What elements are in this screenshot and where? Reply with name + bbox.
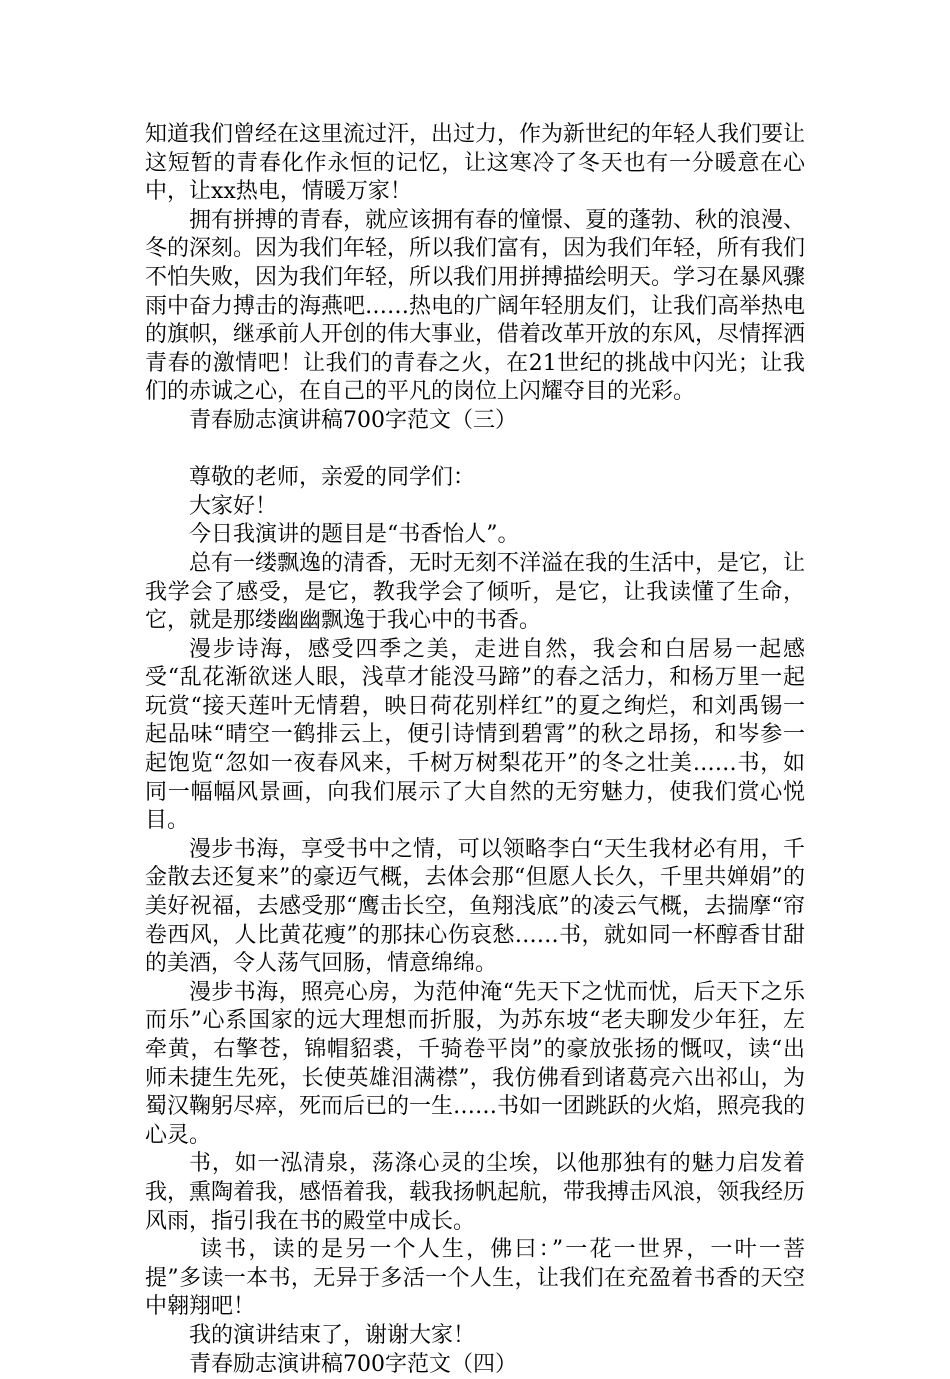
hello-line: 大家好！ [189, 493, 278, 519]
paragraph-4: 漫步诗海，感受四季之美，走进自然，我会和白居易一起感受“乱花渐欲迷人眼，浅草才能没马蹄”的春之活力，和杨万里一起玩赏“接天莲叶无情碧，映日荷花别样红”的夏之绚烂，和刘禹锡一起品味“晴空一鹤排云上，便引诗情到碧霄”的秋之昂扬，和岑参一起饱览“忽如一夜春风来，千树万树梨花开”的冬之壮美……书，如同一幅幅风景画，向我们展示了大自然的无穷魅力，使我们赏心悦目。 [145, 636, 805, 834]
paragraph-3: 总有一缕飘逸的清香，无时无刻不洋溢在我的生活中，是它，让我学会了感受，是它，教我学会了倾听，是它，让我读懂了生命，它，就是那缕幽幽飘逸于我心中的书香。 [145, 550, 806, 634]
greeting: 尊敬的老师，亲爱的同学们： [189, 465, 476, 491]
closing-line: 我的演讲结束了，谢谢大家！ [189, 1322, 476, 1348]
paragraph-7: 书，如一泓清泉，荡涤心灵的尘埃，以他那独有的魅力启发着我，熏陶着我，感悟着我，载我扬帆起航，带我搏击风浪，领我经历风雨，指引我在书的殿堂中成长。 [145, 1151, 806, 1234]
speech-topic: 今日我演讲的题目是“书香怡人”。 [189, 522, 520, 548]
paragraph-5: 漫步书海，享受书中之情，可以领略李白“天生我材必有用，千金散去还复来”的豪迈气概，去体会那“但愿人长久，千里共婵娟”的美好祝福，去感受那“鹰击长空，鱼翔浅底”的凌云气概，去揣摩“帘卷西风，人比黄花瘦”的那抹心伤哀愁……书，就如同一杯醇香甘甜的美酒，令人荡气回肠，情意绵绵。 [145, 836, 805, 977]
section-heading-3: 青春励志演讲稿700字范文（三） [189, 407, 517, 433]
document-page [145, 121, 805, 1379]
blank-line [145, 436, 805, 465]
paragraph-6: 漫步书海，照亮心房，为范仲淹“先天下之忧而忧，后天下之乐而乐”心系国家的远大理想而折服，为苏东坡“老夫聊发少年狂，左牵黄，右擎苍，锦帽貂裘，千骑卷平岗”的豪放张扬的慨叹，读“出师未捷生先死，长使英雄泪满襟”，我仿佛看到诸葛亮六出祁山，为蜀汉鞠躬尽瘁，死而后已的一生……书如一团跳跃的火焰，照亮我的心灵。 [145, 979, 806, 1148]
paragraph-2: 拥有拼搏的青春，就应该拥有春的憧憬、夏的蓬勃、秋的浪漫、冬的深刻。因为我们年轻，所以我们富有，因为我们年轻，所有我们不怕失败，因为我们年轻，所以我们用拼搏描绘明天。学习在暴风骤雨中奋力搏击的海燕吧……热电的广阔年轻朋友们，让我们高举热电的旗帜，继承前人开创的伟大事业，借着改革开放的东风，尽情挥洒青春的激情吧！让我们的青春之火，在21世纪的挑战中闪光；让我们的赤诚之心，在自己的平凡的岗位上闪耀夺目的光彩。 [145, 207, 806, 405]
paragraph-1: 知道我们曾经在这里流过汗，出过力，作为新世纪的年轻人我们要让这短暂的青春化作永恒的记忆，让这寒冷了冬天也有一分暖意在心中，让xx热电，情暖万家！ [145, 122, 806, 205]
section-heading-4: 青春励志演讲稿700字范文（四） [189, 1351, 517, 1377]
paragraph-8: 读书，读的是另一个人生，佛曰：”一花一世界，一叶一菩提”多读一本书，无异于多活一个人生，让我们在充盈着书香的天空中翱翔吧！ [145, 1237, 805, 1320]
